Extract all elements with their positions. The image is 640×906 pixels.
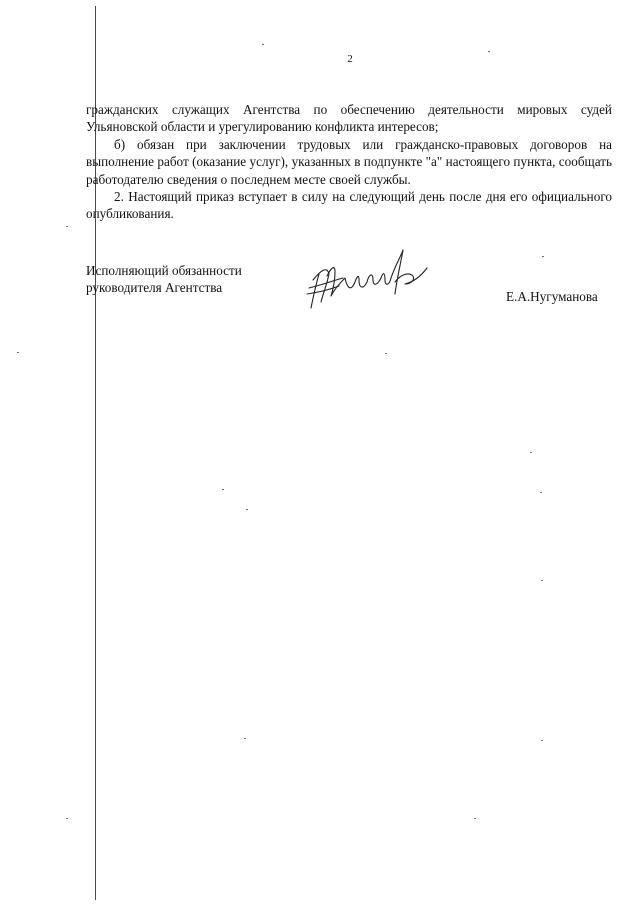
scan-speck (244, 738, 246, 739)
scan-speck (542, 256, 544, 257)
scan-speck (541, 580, 543, 581)
scan-speck (262, 44, 264, 45)
document-body (86, 101, 612, 223)
scan-speck (222, 489, 224, 490)
scan-speck (66, 226, 68, 227)
scan-speck (530, 452, 532, 453)
handwritten-signature (305, 244, 435, 312)
scan-speck (541, 740, 543, 741)
scan-speck (66, 818, 68, 819)
signatory-title-line-1: Исполняющий обязанности (86, 263, 242, 278)
page-number: 2 (347, 53, 353, 65)
scan-speck (246, 509, 248, 510)
scan-speck (540, 492, 542, 493)
signatory-name: Е.А.Нугуманова (506, 289, 598, 304)
scan-speck (17, 352, 19, 353)
scan-speck (474, 818, 476, 819)
paragraph-item-2: 2. Настоящий приказ вступает в силу на следующий день после дня его официального опубликования. (86, 189, 612, 222)
paragraph-continuation: гражданских служащих Агентства по обеспечению деятельности мировых судей Ульяновской области и урегулированию конфликта интересов; (86, 102, 612, 135)
scan-speck (488, 51, 490, 52)
scan-speck (385, 353, 387, 354)
signatory-title (86, 262, 242, 297)
paragraph-subitem-b: б) обязан при заключении трудовых или гражданско-правовых договоров на выполнение работ (оказание услуг), указанных в подпункте "а" настоящего пункта, сообщать работодателю сведения о последнем месте своей службы. (86, 136, 612, 187)
signatory-title-line-2: руководителя Агентства (86, 280, 223, 296)
